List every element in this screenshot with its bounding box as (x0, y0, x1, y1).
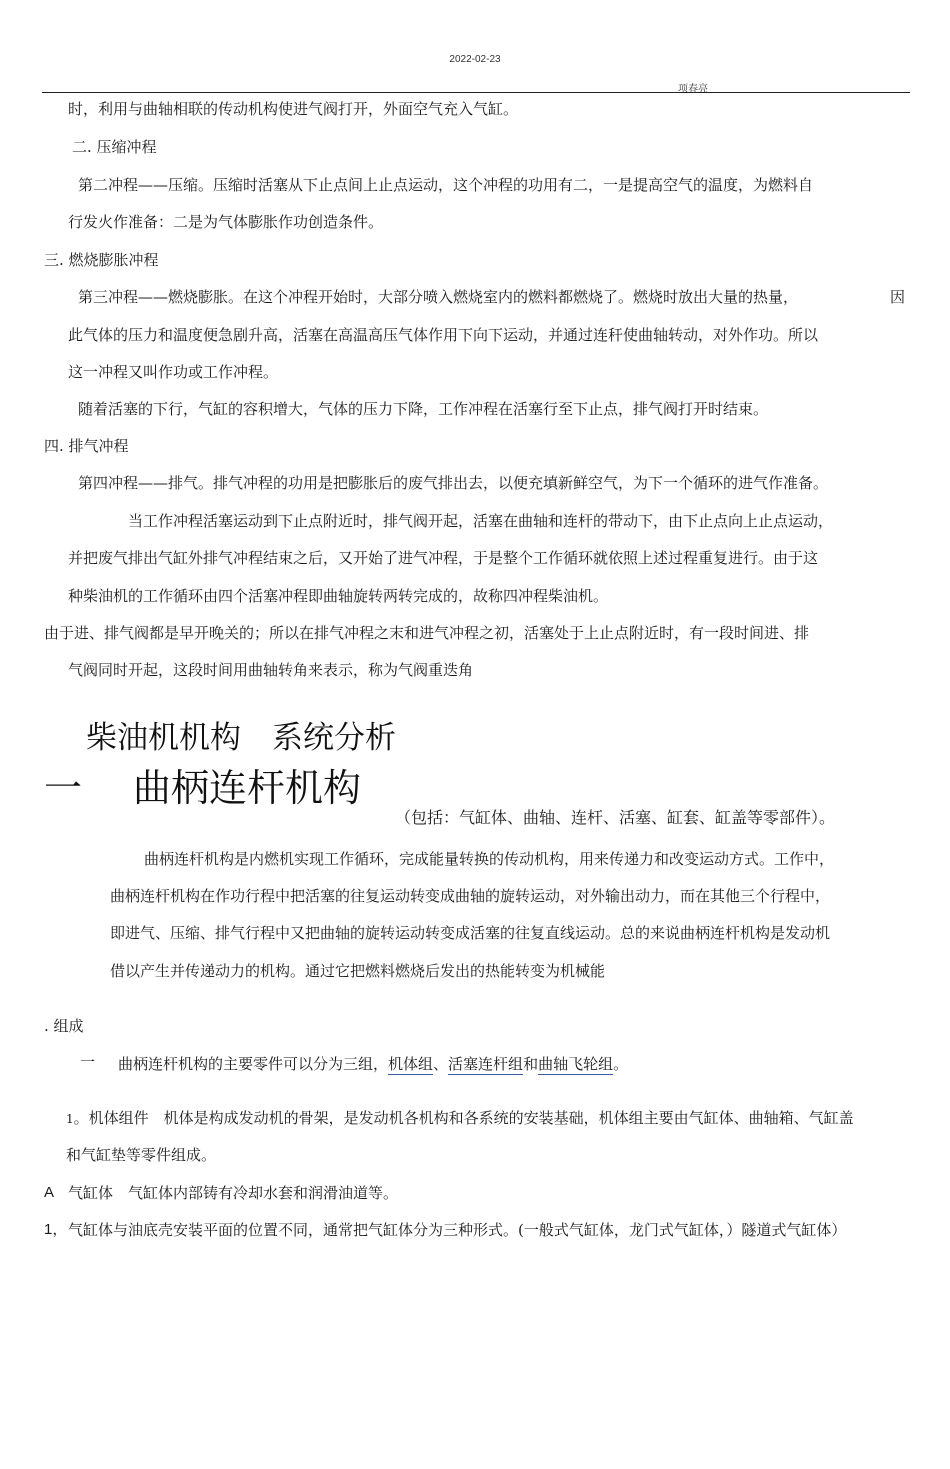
item-a-label: A (44, 1184, 55, 1201)
exhaust-line-2: 当工作冲程活塞运动到下止点附近时，排气阀开起，活塞在曲轴和连杆的带动下，由下止点向上止点运动， (128, 512, 834, 530)
exhaust-line-1: 第四冲程——排气。排气冲程的功用是把膨胀后的废气排出去，以便充填新鲜空气，为下一个循环的进气作准备。 (78, 474, 829, 492)
combustion-heading: 三. 燃烧膨胀冲程 (44, 251, 159, 269)
section-title: 柴油机机构 系统分析 (86, 720, 396, 756)
compression-line-2: 行发火作准备：二是为气体膨胀作功创造条件。 (68, 213, 384, 231)
link-body-group[interactable]: 机体组 (388, 1055, 434, 1073)
composition-sep-2: 和 (523, 1055, 539, 1073)
chapter-note: （包括：气缸体、曲轴、连杆、活塞、缸套、缸盖等零部件）。 (395, 808, 836, 827)
compression-heading: 二. 压缩冲程 (72, 138, 157, 156)
exhaust-heading: 四. 排气冲程 (44, 437, 129, 455)
combustion-line-1-tail: 因 (890, 288, 906, 306)
combustion-line-2: 此气体的压力和温度便急剧升高，活塞在高温高压气体作用下向下运动，并通过连秆使曲轴转动，对外作功。所以 (68, 326, 819, 344)
composition-heading: . 组成 (44, 1017, 84, 1035)
exhaust-line-3: 并把废气排出气缸外排气冲程结束之后，又开始了进气冲程，于是整个工作循环就依照上述过程重复进行。由于这 (68, 549, 819, 567)
composition-intro-line (118, 1054, 628, 1074)
item-1-text: 气缸体与油底壳安装平面的位置不同，通常把气缸体分为三种形式。(一般式气缸体，龙门式气缸体，）隧道式气缸体） (68, 1221, 847, 1239)
composition-intro: 曲柄连杆机构的主要零件可以分为三组， (118, 1055, 389, 1073)
composition-sep-1: 、 (433, 1055, 449, 1073)
composition-item-number: 一 (80, 1053, 96, 1071)
item-1-label: 1， (44, 1221, 68, 1238)
intro-line: 时，利用与曲轴相联的传动机构使进气阀打开，外面空气充入气缸。 (68, 100, 519, 118)
link-piston-rod-group[interactable]: 活塞连杆组 (448, 1055, 524, 1073)
header-author: 项春亮 (678, 84, 708, 95)
block-line-2: 和气缸垫等零件组成。 (66, 1146, 217, 1164)
combustion-line-3: 这一冲程又叫作功或工作冲程。 (68, 363, 279, 381)
combustion-line-4: 随着活塞的下行，气缸的容积增大，气体的压力下降，工作冲程在活塞行至下止点，排气阀打开时结束。 (78, 400, 769, 418)
block-number: 1 (66, 1112, 74, 1126)
block-label: 。机体组件 机体是构成发动机的骨架，是发动机各机构和各系统的安装基础，机体组主要由气缸体、曲轴箱、气缸盖 (73, 1109, 854, 1127)
link-crankshaft-flywheel-group[interactable]: 曲轴飞轮组 (538, 1055, 614, 1073)
chapter-number: 一 (44, 766, 83, 810)
chapter-title: 曲柄连杆机构 (133, 766, 362, 810)
block-line-1 (66, 1108, 854, 1129)
exhaust-line-4: 种柴油机的工作循环由四个活塞冲程即曲轴旋转两转完成的，故称四冲程柴油机。 (68, 587, 609, 605)
compression-line-1: 第二冲程——压缩。压缩时活塞从下止点间上止点运动，这个冲程的功用有二，一是提高空气的温度，为燃料自 (78, 176, 814, 194)
section-desc-2: 曲柄连杆机构在作功行程中把活塞的往复运动转变成曲轴的旋转运动，对外输出动力，而在其他三个行程中， (110, 887, 831, 905)
section-desc-4: 借以产生并传递动力的机构。通过它把燃料燃烧后发出的热能转变为机械能 (110, 962, 606, 980)
section-desc-3: 即进气、压缩、排气行程中又把曲轴的旋转运动转变成活塞的往复直线运动。总的来说曲柄连杆机构是发动机 (110, 924, 831, 942)
header-date: 2022-02-23 (449, 54, 501, 65)
section-desc-1: 曲柄连杆机构是内燃机实现工作循环，完成能量转换的传动机构，用来传递力和改变运动方式。工作中， (144, 850, 835, 868)
header-rule (42, 92, 910, 93)
item-a-text: 气缸体 气缸体内部铸有冷却水套和润滑油道等。 (68, 1184, 399, 1202)
exhaust-line-5: 由于进、排气阀都是早开晚关的；所以在排气冲程之末和进气冲程之初，活塞处于上止点附近时，有一段时间进、排 (44, 624, 810, 642)
combustion-line-1: 第三冲程——燃烧膨胀。在这个冲程开始时，大部分喷入燃烧室内的燃料都燃烧了。燃烧时放出大量的热量， (78, 288, 799, 306)
exhaust-line-6: 气阀同时开起，这段时间用曲轴转角来表示，称为气阀重迭角 (68, 661, 474, 679)
composition-end: 。 (613, 1055, 629, 1073)
